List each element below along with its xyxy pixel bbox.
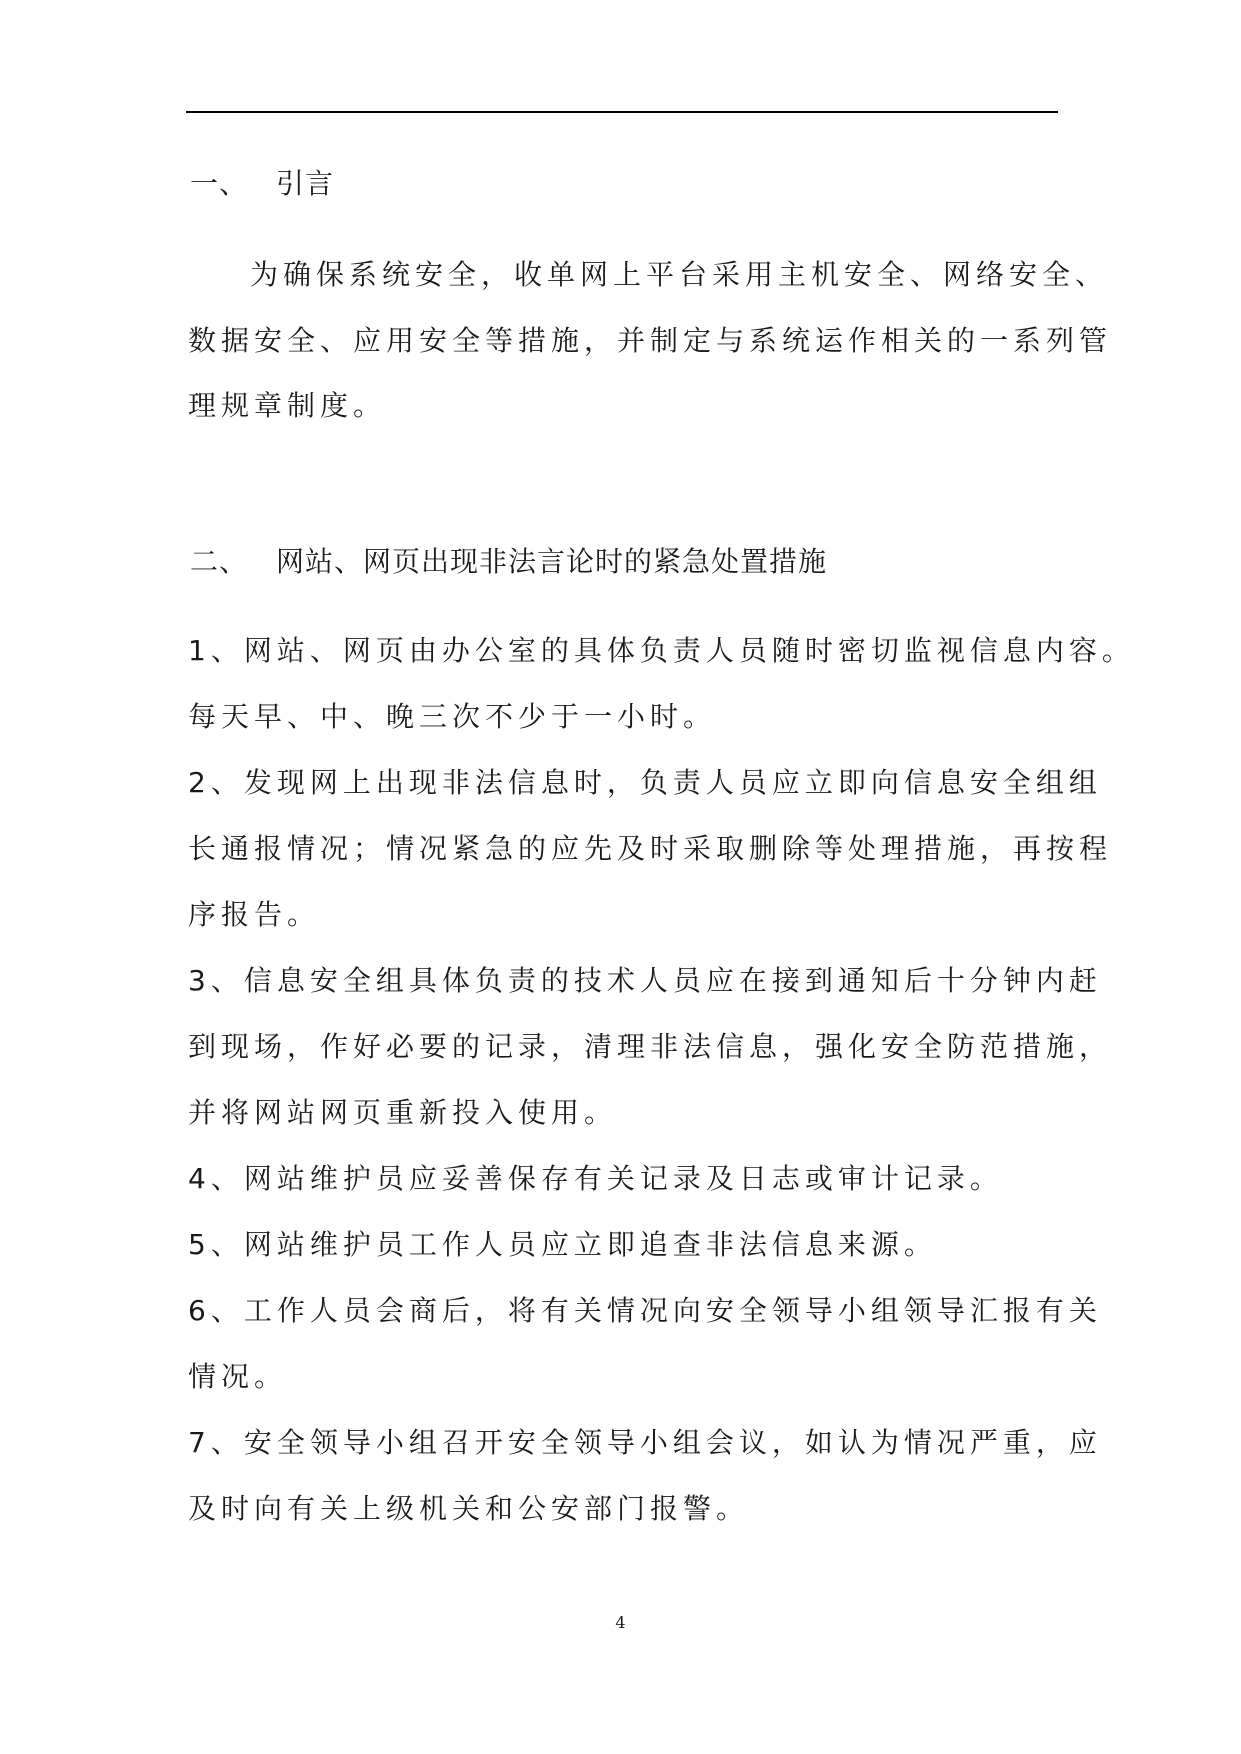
section-2-line: 5、网站维护员工作人员应立即追查非法信息来源。 (188, 1228, 937, 1261)
section-2-number: 二、 (190, 545, 249, 578)
section-1-title: 引言 (276, 167, 335, 200)
section-2-title: 网站、网页出现非法言论时的紧急处置措施 (276, 545, 828, 578)
section-2-line: 2、发现网上出现非法信息时，负责人员应立即向信息安全组组 (188, 766, 1102, 799)
section-2-line: 7、安全领导小组召开安全领导小组会议，如认为情况严重，应 (188, 1426, 1102, 1459)
section-1-line: 数据安全、应用安全等措施，并制定与系统运作相关的一系列管 (188, 324, 1113, 357)
section-2-line: 4、网站维护员应妥善保存有关记录及日志或审计记录。 (188, 1162, 1003, 1195)
page-number: 4 (615, 1613, 626, 1632)
section-2-line: 1、网站、网页由办公室的具体负责人员随时密切监视信息内容。 (188, 634, 1135, 667)
section-2-heading (190, 542, 827, 582)
section-1-line: 理规章制度。 (188, 389, 387, 422)
section-1-heading (190, 164, 334, 204)
section-1-line: 为确保系统安全，收单网上平台采用主机安全、网络安全、 (250, 258, 1109, 291)
header-rule (186, 111, 1058, 113)
section-2-line: 到现场，作好必要的记录，清理非法信息，强化安全防范措施， (188, 1030, 1113, 1063)
section-1-number: 一、 (190, 167, 249, 200)
section-2-line: 长通报情况；情况紧急的应先及时采取删除等处理措施，再按程 (188, 832, 1113, 865)
section-2-line: 每天早、中、晚三次不少于一小时。 (188, 700, 717, 733)
section-2-line: 6、工作人员会商后，将有关情况向安全领导小组领导汇报有关 (188, 1294, 1102, 1327)
section-2-line: 并将网站网页重新投入使用。 (188, 1096, 618, 1129)
section-2-line: 序报告。 (188, 898, 321, 931)
section-2-line: 情况。 (188, 1360, 288, 1393)
section-2-line: 及时向有关上级机关和公安部门报警。 (188, 1492, 750, 1525)
section-2-line: 3、信息安全组具体负责的技术人员应在接到通知后十分钟内赶 (188, 964, 1102, 997)
